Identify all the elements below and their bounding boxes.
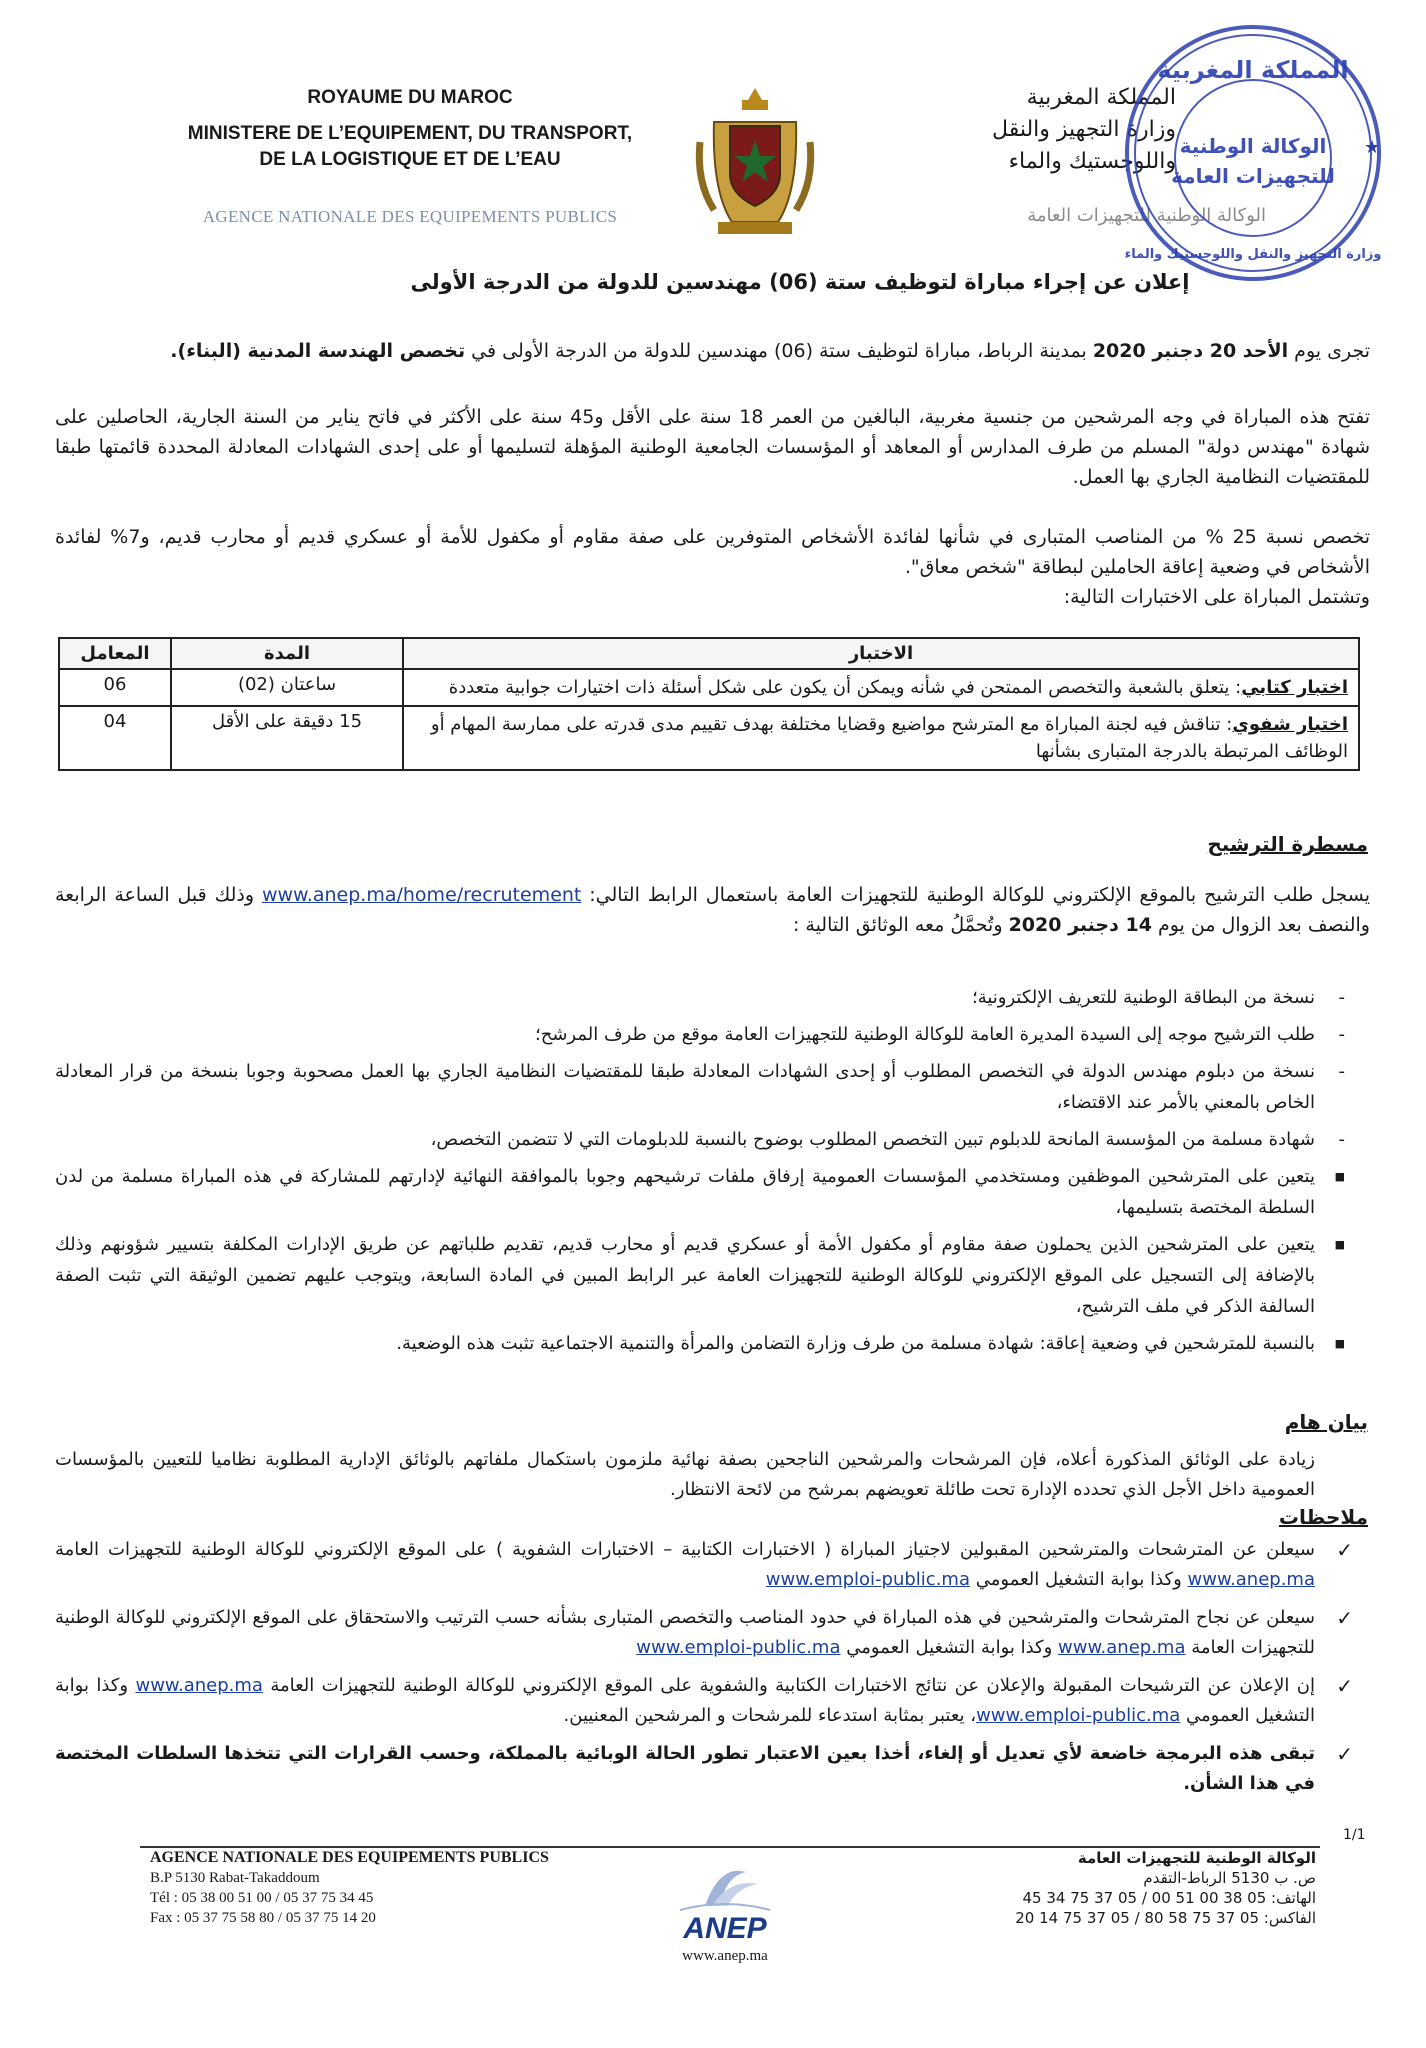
footer-arabic <box>856 1848 1316 1928</box>
stamp-outer-text: المملكة المغربية <box>1157 56 1349 84</box>
exams-table <box>58 637 1360 771</box>
note-text: تبقى هذه البرمجة خاضعة لأي تعديل أو إلغاء، أخذا بعين الاعتبار تطور الحالة الوبائية بالمملكة، وحسب القرارات التي تتخذها السلطات المختصة في هذا الشأن. <box>55 1743 1315 1794</box>
ministry-line1-fr: MINISTERE DE L’EQUIPEMENT, DU TRANSPORT, <box>187 123 633 144</box>
anep-link[interactable]: www.anep.ma <box>1058 1637 1186 1658</box>
list-item: ■ يتعين على المترشحين الموظفين ومستخدمي المؤسسات العمومية إرفاق ملفات ترشيحهم وجوبا بالموافقة النهائية لإدارتهم للمشاركة في هذه المباراة مسلمة من لدن السلطة المختصة بتسليمها، <box>55 1161 1315 1223</box>
note-text: وكذا بوابة التشغيل العمومي <box>970 1569 1188 1590</box>
note-text: سيعلن عن المترشحات والمترشحين المقبولين لاجتياز المباراة ( الاختبارات الكتابية – الاختبارات الشفوية ) على الموقع الإلكتروني للوكالة الوطنية للتجهيزات العامة <box>55 1539 1315 1560</box>
note-text: ، يعتبر بمثابة استدعاء للمرشحات و المرشحين المعنيين. <box>563 1705 977 1726</box>
star-icon: ★ <box>1364 137 1381 158</box>
exam-label: اختبار شفوي <box>1232 714 1348 735</box>
agency-name-fr: AGENCE NATIONALE DES EQUIPEMENTS PUBLICS <box>202 207 618 226</box>
list-item: ■ بالنسبة للمترشحين في وضعية إعاقة: شهادة مسلمة من طرف وزارة التضامن والمرأة والتنمية الاجتماعية تثبت هذه الوضعية. <box>55 1328 1315 1359</box>
kingdom-name-fr: ROYAUME DU MAROC <box>307 87 513 108</box>
list-item: - نسخة من دبلوم مهندس الدولة في التخصص المطلوب أو إحدى الشهادات المعادلة طبقا للمقتضيات النظامية الجاري بها العمل مصحوبة وجوبا بنسخة من قرار المعادلة الخاص بالمعني بالأمر عند الاقتضاء، <box>55 1056 1315 1118</box>
exam-duration: ساعتان (02) <box>171 669 403 706</box>
note-text: وكذا بوابة التشغيل العمومي <box>840 1637 1059 1658</box>
required-documents-list <box>55 982 1345 1365</box>
footer-website[interactable]: www.anep.ma <box>682 1948 768 1964</box>
list-item <box>55 1603 1315 1663</box>
footer-phone-ar: الهاتف: 05 38 00 51 00 / 05 37 75 34 45 <box>1022 1889 1316 1907</box>
procedure-paragraph <box>55 880 1370 940</box>
exam-coefficient: 06 <box>59 669 171 706</box>
page-number: 1/1 <box>1343 1827 1366 1843</box>
ministry-line2-ar: واللوجستيك والماء <box>1008 149 1176 174</box>
official-stamp <box>1118 18 1388 288</box>
logo-text: ANEP <box>683 1912 767 1944</box>
footer-address-ar: ص. ب 5130 الرباط-التقدم <box>1143 1869 1316 1887</box>
emploi-public-link[interactable]: www.emploi-public.ma <box>636 1637 841 1658</box>
header-exam: الاختبار <box>403 638 1359 669</box>
procedure-text-a: يسجل طلب الترشيح بالموقع الإلكتروني للوكالة الوطنية للتجهيزات العامة باستعمال الرابط التالي: <box>581 884 1371 906</box>
section-heading-notes: ملاحظات <box>1278 1505 1368 1529</box>
table-header-row <box>59 638 1359 669</box>
stamp-ring-text: وزارة التجهيز والنقل واللوجستيك والماء <box>1124 247 1382 262</box>
intro-text-a: تجرى يوم <box>1288 340 1370 362</box>
announcement-title: إعلان عن إجراء مباراة لتوظيف ستة (06) مهندسين للدولة من الدرجة الأولى <box>410 270 1190 294</box>
emploi-public-link[interactable]: www.emploi-public.ma <box>976 1705 1181 1726</box>
note-text: سيعلن عن نجاح المترشحات والمترشحين في هذه المباراة في حدود المناصب والتخصص المتبارى بشأنه حسب الترتيب والاستحقاق على الموقع الإلكتروني للوكالة الوطنية للتجهيزات العامة <box>55 1607 1315 1658</box>
header-french <box>150 85 670 173</box>
ministry-line1-ar: وزارة التجهيز والنقل <box>992 117 1176 142</box>
exam-coefficient: 04 <box>59 706 171 770</box>
intro-text-b: بمدينة الرباط، مباراة لتوظيف ستة (06) مهندسين للدولة من الدرجة الأولى في <box>465 340 1093 362</box>
list-item: - شهادة مسلمة من المؤسسة المانحة للدبلوم تبين التخصص المطلوب بوضوح بالنسبة للدبلومات التي لا تتضمن التخصص، <box>55 1124 1315 1155</box>
procedure-text-c: وتُحمَّلُ معه الوثائق التالية : <box>792 914 1009 936</box>
list-item <box>55 1671 1315 1731</box>
notes-list <box>55 1535 1355 1807</box>
intro-paragraph-date <box>55 336 1370 366</box>
list-item <box>55 1535 1315 1595</box>
exams-intro-text: وتشتمل المباراة على الاختبارات التالية: <box>1063 586 1370 608</box>
exam-label: اختبار كتابي <box>1241 677 1348 698</box>
anep-logo <box>650 1854 800 1944</box>
header-coefficient: المعامل <box>59 638 171 669</box>
agency-name-ar: الوكالة الوطنية للتجهيزات العامة <box>1027 205 1266 226</box>
footer-address-fr: B.P 5130 Rabat-Takaddoum <box>150 1870 320 1886</box>
exam-text: : تناقش فيه لجنة المباراة مع المترشح مواضيع وقضايا مختلفة بهدف تقييم مدى قدرته على ممارسة المهام أو الوظائف المرتبطة بالدرجة المتبارى بشأنها <box>430 714 1348 762</box>
list-item: - طلب الترشيح موجه إلى السيدة المديرة العامة للوكالة الوطنية للتجهيزات العامة موقع من طرف المرشح؛ <box>55 1019 1315 1050</box>
footer-agency-name-fr: AGENCE NATIONALE DES EQUIPEMENTS PUBLICS <box>150 1849 549 1866</box>
footer-fax-ar: الفاكس: 05 37 75 58 80 / 05 37 75 14 20 <box>1015 1909 1316 1927</box>
note-text: وكذا بوابة التشغيل العمومي <box>55 1675 1315 1726</box>
important-paragraph: زيادة على الوثائق المذكورة أعلاه، فإن المرشحات والمرشحين الناجحين بصفة نهائية ملزمون باستكمال ملفاتهم بالوثائق الإدارية المطلوبة نظاميا للتعيين بالمؤسسات العمومية داخل الأجل الذي تحدده الإدارة تحت طائلة تعويضهم بمرشح من لائحة الانتظار. <box>55 1449 1315 1500</box>
table-row <box>59 706 1359 770</box>
table-row <box>59 669 1359 706</box>
exam-text: : يتعلق بالشعبة والتخصص الممتحن في شأنه ويمكن أن يكون على شكل أسئلة ذات اختيارات جوابية متعددة <box>448 677 1242 698</box>
specialty: تخصص الهندسة المدنية (البناء). <box>170 340 466 362</box>
exam-description <box>403 669 1359 706</box>
exam-description <box>403 706 1359 770</box>
footer-french <box>150 1848 670 1928</box>
section-heading-procedure: مسطرة الترشيح <box>1207 832 1368 856</box>
quota-text: تخصص نسبة 25 % من المناصب المتبارى في شأنها لفائدة الأشخاص المتوفرين على صفة مقاوم أو مكفول للأمة أو عسكري قديم أو محارب قديم، و7% لفائدة الأشخاص في وضعية إعاقة الحاملين لبطاقة "شخص معاق". <box>55 526 1371 578</box>
stamp-inner-line1: الوكالة الوطنية <box>1179 134 1327 158</box>
header-duration: المدة <box>171 638 403 669</box>
kingdom-name-ar: المملكة المغربية <box>1026 85 1176 110</box>
list-item: ■ يتعين على المترشحين الذين يحملون صفة مقاوم أو مكفول الأمة أو عسكري قديم أو محارب قديم، تقديم طلباتهم عن طريق الإدارات المكلفة بتسيير شؤونهم وذلك بالإضافة إلى التسجيل على الموقع الإلكتروني للوكالة الوطنية للتجهيزات العامة عبر الرابط المبين في المادة السابعة، ويتوجب عليهم تضمين الوثيقة التي تثبت الصفة السالفة الذكر في ملف الترشيح، <box>55 1229 1315 1322</box>
exam-duration: 15 دقيقة على الأقل <box>171 706 403 770</box>
ministry-line2-fr: DE LA LOGISTIQUE ET DE L’EAU <box>259 149 561 170</box>
exam-date: الأحد 20 دجنبر 2020 <box>1092 340 1289 362</box>
header-arabic <box>756 82 1176 178</box>
footer-phone-fr: Tél : 05 38 00 51 00 / 05 37 75 34 45 <box>150 1890 374 1906</box>
anep-link[interactable]: www.anep.ma <box>135 1675 263 1696</box>
footer-agency-name-ar: الوكالة الوطنية للتجهيزات العامة <box>1077 1849 1316 1867</box>
recruitment-link[interactable]: www.anep.ma/home/recrutement <box>261 884 582 906</box>
note-text: إن الإعلان عن الترشيحات المقبولة والإعلان عن نتائج الاختبارات الكتابية والشفوية على الموقع الإلكتروني للوكالة الوطنية للتجهيزات العامة <box>262 1675 1316 1696</box>
quota-paragraph <box>55 522 1370 612</box>
section-heading-important: بيان هام <box>1284 1410 1368 1434</box>
emploi-public-link[interactable]: www.emploi-public.ma <box>765 1569 970 1590</box>
eligibility-paragraph: تفتح هذه المباراة في وجه المرشحين من جنسية مغربية، البالغين من العمر 18 سنة على الأقل و45 سنة على الأكثر في فاتح يناير من السنة الجارية، الحاصلين على شهادة "مهندس دولة" المسلم من طرف المدارس أو المعاهد أو المؤسسات الجامعية الوطنية المؤهلة لتسليمها أو على إحدى الشهادات المعادلة المحددة قائمتها طبقا للمقتضيات النظامية الجاري بها العمل. <box>55 406 1370 488</box>
list-item: - نسخة من البطاقة الوطنية للتعريف الإلكترونية؛ <box>55 982 1315 1013</box>
procedure-text-b: وذلك قبل الساعة الرابعة والنصف بعد الزوال من يوم <box>55 884 1370 936</box>
footer-fax-fr: Fax : 05 37 75 58 80 / 05 37 75 14 20 <box>150 1910 376 1926</box>
deadline-date: 14 دجنبر 2020 <box>1008 914 1152 936</box>
anep-link[interactable]: www.anep.ma <box>1187 1569 1315 1590</box>
list-item <box>55 1739 1315 1799</box>
stamp-inner-line2: للتجهيزات العامة <box>1171 164 1335 188</box>
